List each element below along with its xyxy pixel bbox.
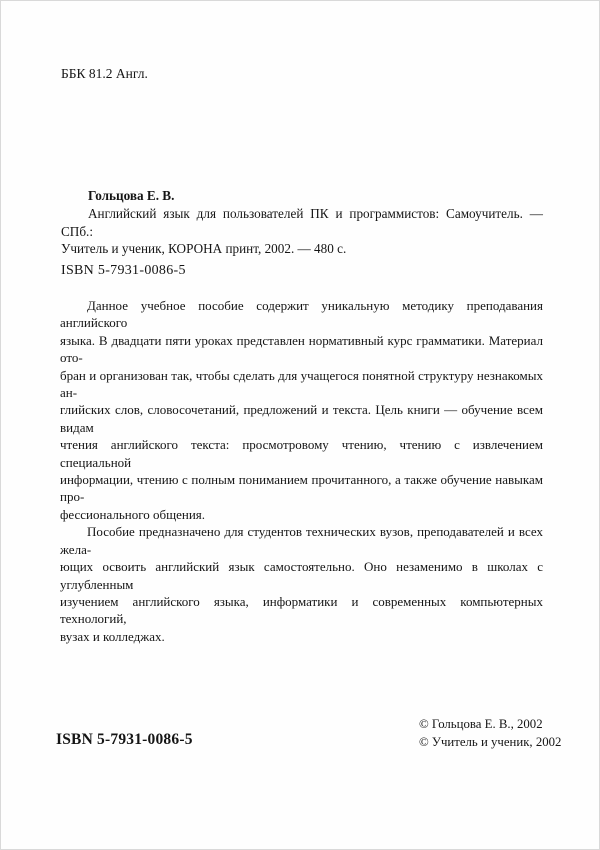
annotation-paragraph-1 [60, 297, 543, 523]
text-line: фессионального общения. [60, 506, 206, 522]
text-line: Учитель и ученик, КОРОНА принт, 2002. — 480 с. [61, 241, 347, 257]
annotation-block [60, 297, 543, 645]
text-line: чтения английского текста: просмотровому чтению, чтению с извлечением специальной [60, 437, 543, 470]
isbn-number-top: ISBN 5-7931-0086-5 [61, 263, 186, 278]
text-line: вузах и колледжах. [60, 628, 165, 644]
text-line: ющих освоить английский язык самостоятельно. Оно незаменимо в школах с углубленным [60, 559, 543, 592]
text-line: Английский язык для пользователей ПК и программистов: Самоучитель. — СПб.: [61, 205, 543, 239]
text-line: Данное учебное пособие содержит уникальную методику преподавания английского [60, 298, 543, 331]
annotation-paragraph-2 [60, 523, 543, 645]
text-line: языка. В двадцати пяти уроках представлен нормативный курс грамматики. Материал ото- [60, 332, 543, 366]
bibliographic-citation [61, 187, 543, 258]
copyright-publisher-line: © Учитель и ученик, 2002 [419, 734, 562, 749]
bbk-classification: ББК 81.2 Англ. [61, 66, 148, 81]
author-name: Гольцова Е. В. [88, 188, 175, 203]
citation-text [61, 205, 543, 258]
text-line: изучением английского языка, информатики и современных компьютерных технологий, [60, 593, 543, 627]
copyright-block [419, 716, 561, 751]
text-line: информации, чтению с полным пониманием прочитанного, а также обучение навыкам про- [60, 472, 543, 505]
text-line: Пособие предназначено для студентов технических вузов, преподавателей и всех жела- [60, 524, 543, 557]
text-line: глийских слов, словосочетаний, предложений и текста. Цель книги — обучение всем видам [60, 402, 543, 435]
text-line: бран и организован так, чтобы сделать для учащегося понятной структуру незнакомых ан- [60, 367, 543, 401]
copyright-author-line: © Гольцова Е. В., 2002 [419, 717, 543, 731]
isbn-number-bottom: ISBN 5-7931-0086-5 [56, 731, 193, 748]
